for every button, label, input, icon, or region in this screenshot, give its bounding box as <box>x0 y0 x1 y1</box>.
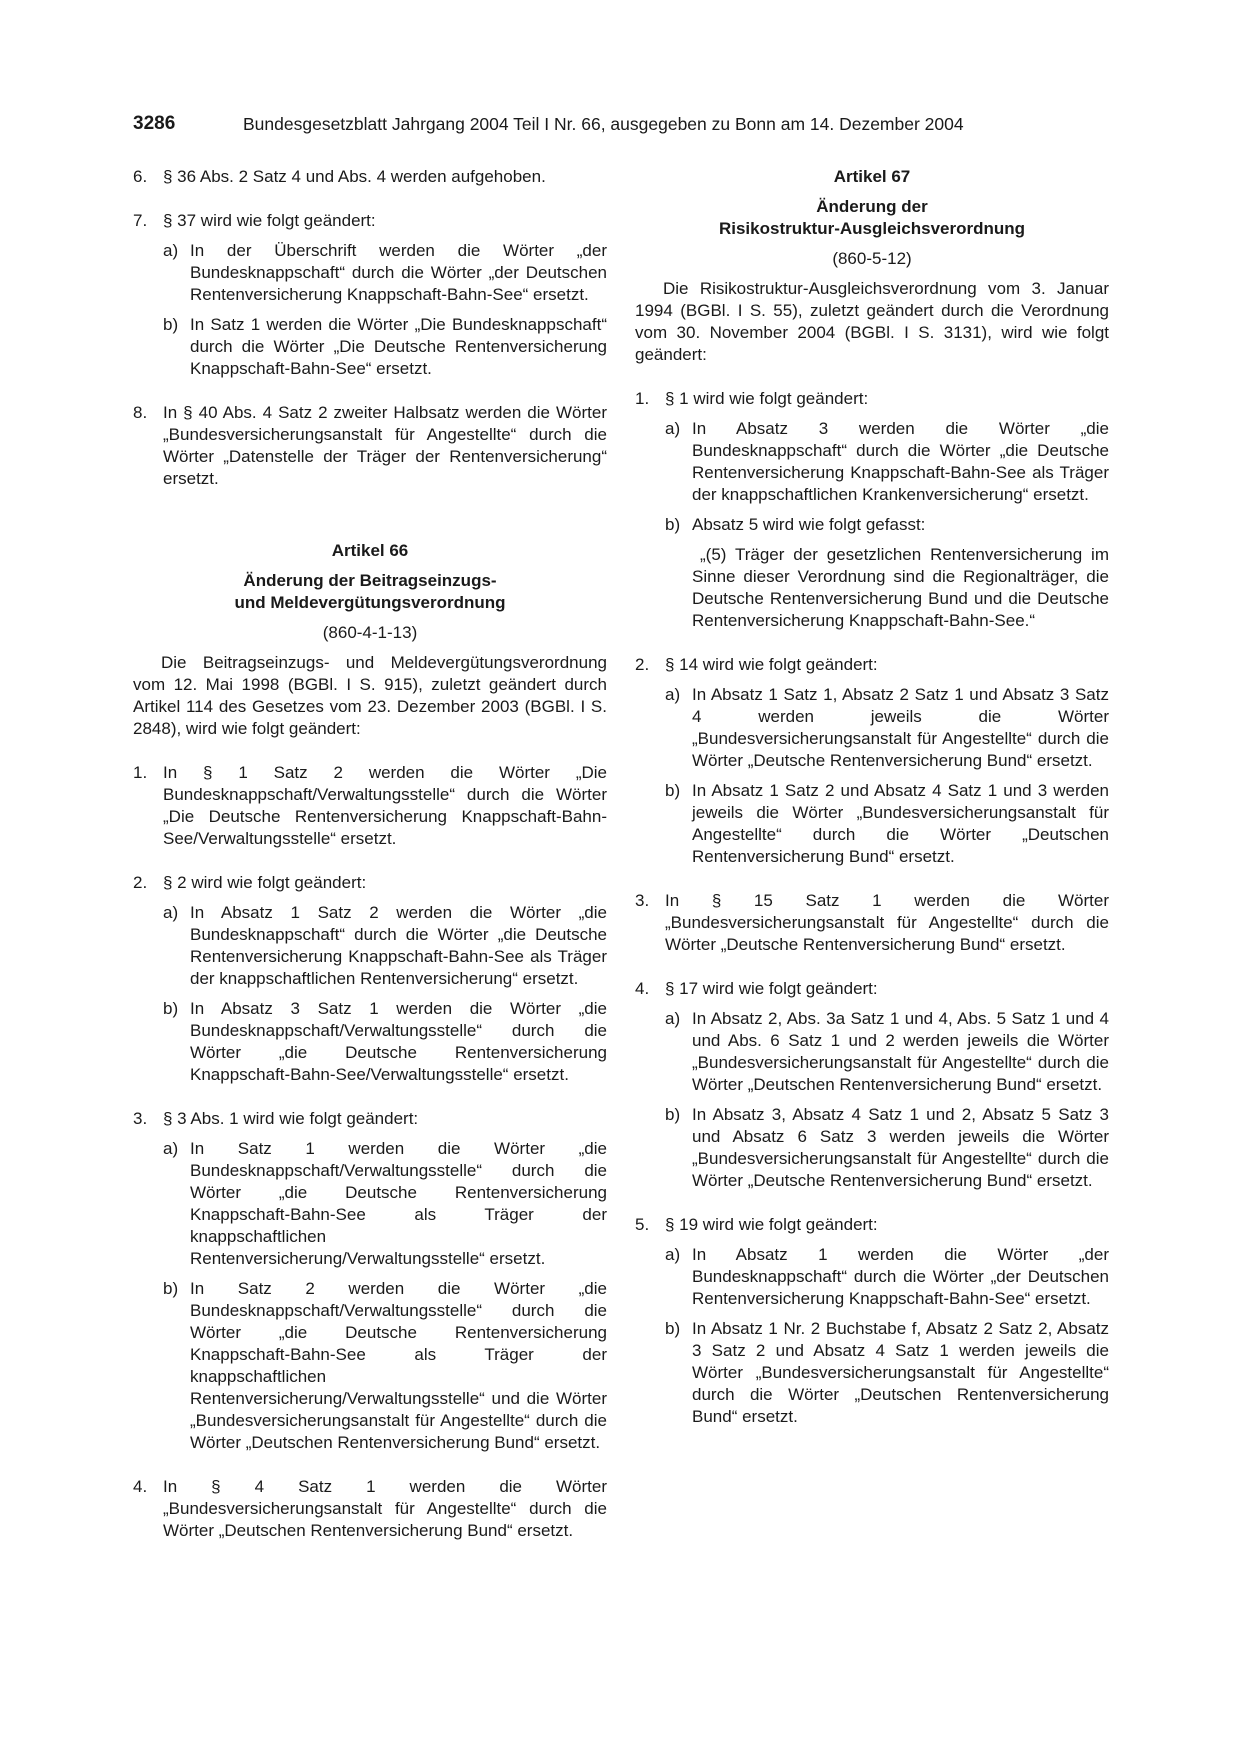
item-text: In § 40 Abs. 4 Satz 2 zweiter Halbsatz werden die Wörter „Bundesversicherungsanstalt für Angestellte“ durch die Wörter „Datenstelle der Träger der Rentenversicherung“ ersetzt. <box>163 403 607 488</box>
item-text: § 36 Abs. 2 Satz 4 und Abs. 4 werden aufgehoben. <box>163 167 546 186</box>
sub-item-text: In Absatz 1 Satz 1, Absatz 2 Satz 1 und Absatz 3 Satz 4 werden jeweils die Wörter „Bundesversicherungsanstalt für Angestellte“ durch die Wörter „Deutsche Rentenversicherung Bund“ ersetzt. <box>692 685 1109 770</box>
list-item <box>133 762 607 850</box>
item-number: 3. <box>635 891 650 910</box>
sub-item-text: In Absatz 3 werden die Wörter „die Bundesknappschaft“ durch die Wörter „die Deutsche Rentenversicherung Knappschaft-Bahn-See als Träger der knappschaftlichen Krankenversicherung“ ersetzt. <box>692 419 1109 504</box>
sub-item-letter: a) <box>665 1245 681 1264</box>
article-title-line-1: Änderung der Beitragseinzugs- <box>243 571 497 590</box>
sub-item <box>133 1138 607 1270</box>
article-heading: Artikel 67 <box>833 167 911 186</box>
sub-item-letter: b) <box>163 315 179 334</box>
sub-item <box>635 684 1109 772</box>
article-reference: (860-5-12) <box>832 249 912 268</box>
sub-item <box>635 1244 1109 1310</box>
item-text: § 17 wird wie folgt geändert: <box>665 979 878 998</box>
list-item <box>133 166 607 188</box>
article-title-line-2: und Meldevergütungsverordnung <box>234 593 506 612</box>
sub-item-text: In Absatz 3, Absatz 4 Satz 1 und 2, Absatz 5 Satz 3 und Absatz 6 Satz 3 werden jeweils die Wörter „Bundesversicherungsanstalt für Angestellte“ durch die Wörter „Deutsche Rentenversicherung Bund“ ersetzt. <box>692 1105 1109 1190</box>
list-item <box>133 1108 607 1130</box>
list-item <box>133 402 607 490</box>
item-number: 4. <box>635 979 650 998</box>
sub-item-letter: b) <box>665 1105 681 1124</box>
sub-item-text: In Absatz 1 werden die Wörter „der Bundesknappschaft“ durch die Wörter „der Deutschen Rentenversicherung Knappschaft-Bahn-See“ ersetzt. <box>692 1245 1109 1308</box>
sub-item <box>635 1318 1109 1428</box>
sub-item-letter: a) <box>163 1139 179 1158</box>
page-header <box>133 113 1013 143</box>
sub-item-text: In Satz 1 werden die Wörter „Die Bundesknappschaft“ durch die Wörter „Die Deutsche Rentenversicherung Knappschaft-Bahn-See“ ersetzt. <box>190 315 607 378</box>
item-text: § 2 wird wie folgt geändert: <box>163 873 367 892</box>
item-text: § 14 wird wie folgt geändert: <box>665 655 878 674</box>
item-number: 8. <box>133 403 148 422</box>
page-number: 3286 <box>133 113 176 134</box>
sub-item-letter: a) <box>665 419 681 438</box>
left-column <box>133 166 607 1542</box>
sub-item <box>635 780 1109 868</box>
sub-item-text: In Absatz 1 Nr. 2 Buchstabe f, Absatz 2 Satz 2, Absatz 3 Satz 2 und Absatz 4 Satz 1 werden jeweils die Wörter „Bundesversicherungsanstalt für Angestellte“ durch die Wörter „Deutschen Rentenversicherung Bund“ ersetzt. <box>692 1319 1109 1426</box>
list-item <box>635 978 1109 1000</box>
article-title-line-2: Risikostruktur-Ausgleichsverordnung <box>718 219 1026 238</box>
header-title: Bundesgesetzblatt Jahrgang 2004 Teil I Nr. 66, ausgegeben zu Bonn am 14. Dezember 2004 <box>243 114 964 134</box>
sub-item <box>133 240 607 306</box>
item-text: § 1 wird wie folgt geändert: <box>665 389 869 408</box>
sub-item-letter: a) <box>163 241 179 260</box>
sub-item-text: In Absatz 1 Satz 2 werden die Wörter „die Bundesknappschaft“ durch die Wörter „die Deutsche Rentenversicherung Knappschaft-Bahn-See als Träger der knappschaftlichen Rentenversicherung“ ersetzt. <box>190 903 607 988</box>
sub-item <box>635 418 1109 506</box>
article-heading: Artikel 66 <box>331 541 409 560</box>
article-intro: Die Beitragseinzugs- und Meldevergütungsverordnung vom 12. Mai 1998 (BGBl. I S. 915), zuletzt geändert durch Artikel 114 des Gesetzes vom 23. Dezember 2003 (BGBl. I S. 2848), wird wie folgt geändert: <box>133 653 607 738</box>
item-number: 1. <box>133 763 148 782</box>
sub-item-letter: b) <box>665 1319 681 1338</box>
list-item <box>635 1214 1109 1236</box>
sub-item-letter: a) <box>163 903 179 922</box>
item-text: In § 4 Satz 1 werden die Wörter „Bundesversicherungsanstalt für Angestellte“ durch die Wörter „Deutschen Rentenversicherung Bund“ ersetzt. <box>163 1477 607 1540</box>
sub-item-text: In Absatz 3 Satz 1 werden die Wörter „die Bundesknappschaft/Verwaltungsstelle“ durch die Wörter „die Deutsche Rentenversicherung Knappschaft-Bahn-See/Verwaltungsstelle“ ersetzt. <box>190 999 607 1084</box>
list-item <box>133 1476 607 1542</box>
sub-item-letter: b) <box>665 781 681 800</box>
sub-item <box>635 1008 1109 1096</box>
sub-item-letter: a) <box>665 1009 681 1028</box>
sub-item <box>133 998 607 1086</box>
sub-item-text: Absatz 5 wird wie folgt gefasst: <box>692 515 926 534</box>
sub-item <box>133 1278 607 1454</box>
item-number: 6. <box>133 167 148 186</box>
right-column <box>635 166 1109 1428</box>
item-number: 3. <box>133 1109 148 1128</box>
item-number: 2. <box>635 655 650 674</box>
sub-item-text: In Satz 2 werden die Wörter „die Bundesknappschaft/Verwaltungsstelle“ durch die Wörter „die Deutsche Rentenversicherung Knappschaft-Bahn-See als Träger der knappschaftlichen Rentenversicherung/Verwaltungsstelle“ und die Wörter „Bundesversicherungsanstalt für Angestellte“ durch die Wörter „Deutschen Rentenversicherung Bund“ ersetzt. <box>190 1279 607 1452</box>
list-item <box>133 210 607 232</box>
sub-item-letter: b) <box>163 1279 179 1298</box>
quoted-paragraph: „(5) Träger der gesetzlichen Rentenversicherung im Sinne dieser Verordnung sind die Regionalträger, die Deutsche Rentenversicherung Bund und die Deutsche Rentenversicherung Knappschaft-Bahn-See.“ <box>692 545 1109 630</box>
list-item <box>635 654 1109 676</box>
sub-item-text: In Absatz 2, Abs. 3a Satz 1 und 4, Abs. 5 Satz 1 und 4 und Abs. 6 Satz 1 und 2 werden jeweils die Wörter „Bundesversicherungsanstalt für Angestellte“ durch die Wörter „Deutschen Rentenversicherung Bund“ ersetzt. <box>692 1009 1109 1094</box>
item-number: 4. <box>133 1477 148 1496</box>
sub-item-letter: b) <box>163 999 179 1018</box>
item-text: § 37 wird wie folgt geändert: <box>163 211 376 230</box>
item-number: 2. <box>133 873 148 892</box>
sub-item <box>635 514 1109 536</box>
list-item <box>635 388 1109 410</box>
article-title-line-1: Änderung der <box>816 197 928 216</box>
item-text: § 19 wird wie folgt geändert: <box>665 1215 878 1234</box>
sub-item <box>133 314 607 380</box>
list-item <box>133 872 607 894</box>
item-number: 7. <box>133 211 148 230</box>
item-text: In § 1 Satz 2 werden die Wörter „Die Bundesknappschaft/Verwaltungsstelle“ durch die Wörter „Die Deutsche Rentenversicherung Knappschaft-Bahn-See/Verwaltungsstelle“ ersetzt. <box>163 763 607 848</box>
item-number: 5. <box>635 1215 650 1234</box>
article-reference: (860-4-1-13) <box>322 623 418 642</box>
sub-item <box>133 902 607 990</box>
sub-item-letter: b) <box>665 515 681 534</box>
item-text: § 3 Abs. 1 wird wie folgt geändert: <box>163 1109 419 1128</box>
item-text: In § 15 Satz 1 werden die Wörter „Bundesversicherungsanstalt für Angestellte“ durch die Wörter „Deutsche Rentenversicherung Bund“ ersetzt. <box>665 891 1109 954</box>
item-number: 1. <box>635 389 650 408</box>
sub-item-text: In Satz 1 werden die Wörter „die Bundesknappschaft/Verwaltungsstelle“ durch die Wörter „die Deutsche Rentenversicherung Knappschaft-Bahn-See als Träger der knappschaftlichen Rentenversicherung/Verwaltungsstelle“ ersetzt. <box>190 1139 607 1268</box>
sub-item <box>635 1104 1109 1192</box>
list-item <box>635 890 1109 956</box>
sub-item-letter: a) <box>665 685 681 704</box>
sub-item-text: In Absatz 1 Satz 2 und Absatz 4 Satz 1 und 3 werden jeweils die Wörter „Bundesversicherungsanstalt für Angestellte“ durch die Wörter „Deutschen Rentenversicherung Bund“ ersetzt. <box>692 781 1109 866</box>
sub-item-text: In der Überschrift werden die Wörter „der Bundesknappschaft“ durch die Wörter „der Deutschen Rentenversicherung Knappschaft-Bahn-See“ ersetzt. <box>190 241 607 304</box>
article-intro: Die Risikostruktur-Ausgleichsverordnung vom 3. Januar 1994 (BGBl. I S. 55), zuletzt geändert durch die Verordnung vom 30. November 2004 (BGBl. I S. 3131), wird wie folgt geändert: <box>635 279 1109 364</box>
